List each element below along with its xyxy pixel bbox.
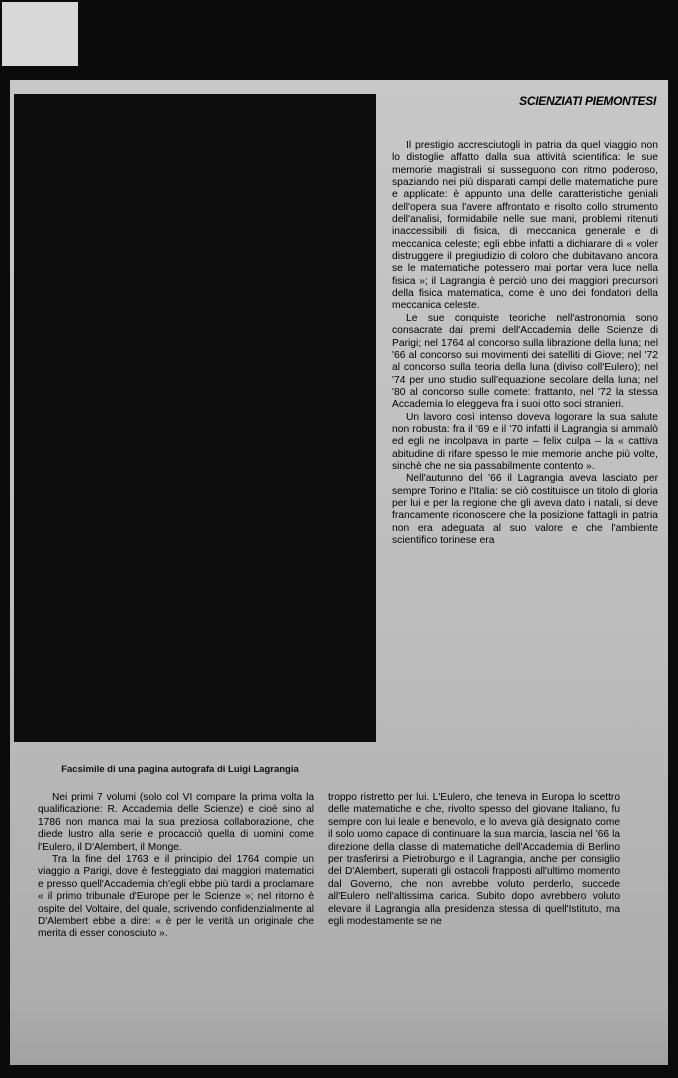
paper-scrap [2,2,78,66]
left-column [38,792,314,941]
paragraph: Il prestigio accresciutogli in patria da quel viaggio non lo distoglie affatto dalla sua attività scientifica: le sue memorie magistrali si susseguono con ritmo poderoso, spaziando nei più disparati campi delle matematiche pure e applicate: è appunto una delle caratteristiche geniali dell'opera sua l'avere affrontato e risolto collo strumento dell'analisi, formidabile nelle sue mani, problemi ritenuti inaccessibili di fisica, di meccanica generale e di meccanica celeste; egli ebbe infatti a dichiarare di « voler distruggere il pregiudizio di coloro che dubitavano ancora se le matematiche potessero mai portar vera luce nella fisica »; il Lagrangia è perciò uno dei maggiori precursori della fisica matematica, come è uno dei fondatori della meccanica celeste. [392,140,658,312]
paragraph: troppo ristretto per lui. L'Eulero, che teneva in Europa lo scettro delle matematiche e che, rivolto spesso del giovane Italiano, fu sempre con lui leale e benevolo, e lo aveva già designato come il solo uomo capace di continuare la sua marcia, lascia nel '66 la direzione della classe di matematiche dell'Accademia di Berlino per trasferirsi a Pietroburgo e il Lagrangia, anche per consiglio del D'Alembert, superati gli ostacoli frapposti all'ultimo momento dal Governo, che non avrebbe voluto perderlo, succede all'Eulero nell'altissima carica. Subito dopo avrebbero voluto elevare il Lagrangia alla presidenza stessa di quell'Istituto, ma egli modestamente se ne [328,792,620,928]
running-header: SCIENZIATI PIEMONTESI [519,94,656,108]
paragraph: Nell'autunno del '66 il Lagrangia aveva lasciato per sempre Torino e l'Italia: se ciò costituisce un titolo di gloria per lui e per la regione che gli aveva dato i natali, si deve francamente riconoscere che la posizione fattagli in patria non era adeguata al suo valore e che l'ambiente scientifico torinese era [392,473,658,546]
autograph-facsimile-image [14,94,376,742]
paragraph: Un lavoro così intenso doveva logorare la sua salute non robusta: fra il '69 e il '70 infatti il Lagrangia si ammalò ed egli ne incolpava in parte – felix culpa – la « cattiva abitudine di rifare spesso le mie memorie anche più volte, sinchè che ne sia passabilmente contento ». [392,411,658,472]
magazine-page [10,80,668,1065]
paragraph: Tra la fine del 1763 e il principio del 1764 compie un viaggio a Parigi, dove è festeggiato dai maggiori matematici e presso quell'Accademia ch'egli ebbe più tardi a proclamare « il primo tribunale d'Europe per le Scienze »; nel ritorno è ospite del Voltaire, del quale, scrivendo confidenzialmente al D'Alembert ebbe a dire: « è per le verità un originale che merita di esser conosciuto ». [38,854,314,940]
continuation-column [328,792,620,928]
paragraph: Nei primi 7 volumi (solo col VI compare la prima volta la qualificazione: R. Accademia delle Scienze) e cioè sino al 1786 non manca mai la sua preziosa collaborazione, che diede lustro alla serie e procacciò quella di uomini come l'Eulero, il D'Alembert, il Monge. [38,792,314,853]
image-caption: Facsimile di una pagina autografa di Luigi Lagrangia [61,764,299,775]
page-shadow [10,1005,668,1065]
paragraph: Le sue conquiste teoriche nell'astronomia sono consacrate dai premi dell'Accademia delle Scienze di Parigi; nel 1764 al concorso sulla librazione della luna; nel '66 al concorso sui movimenti dei satelliti di Giove; nel '72 al concorso sulla teoria della luna (diviso coll'Eulero); nel '74 per uno studio sull'equazione secolare della luna; nel '80 al concorso sulle comete: frattanto, nel '72 la stessa Accademia lo eleggeva fra i suoi otto soci stranieri. [392,312,658,411]
right-column [392,140,658,547]
